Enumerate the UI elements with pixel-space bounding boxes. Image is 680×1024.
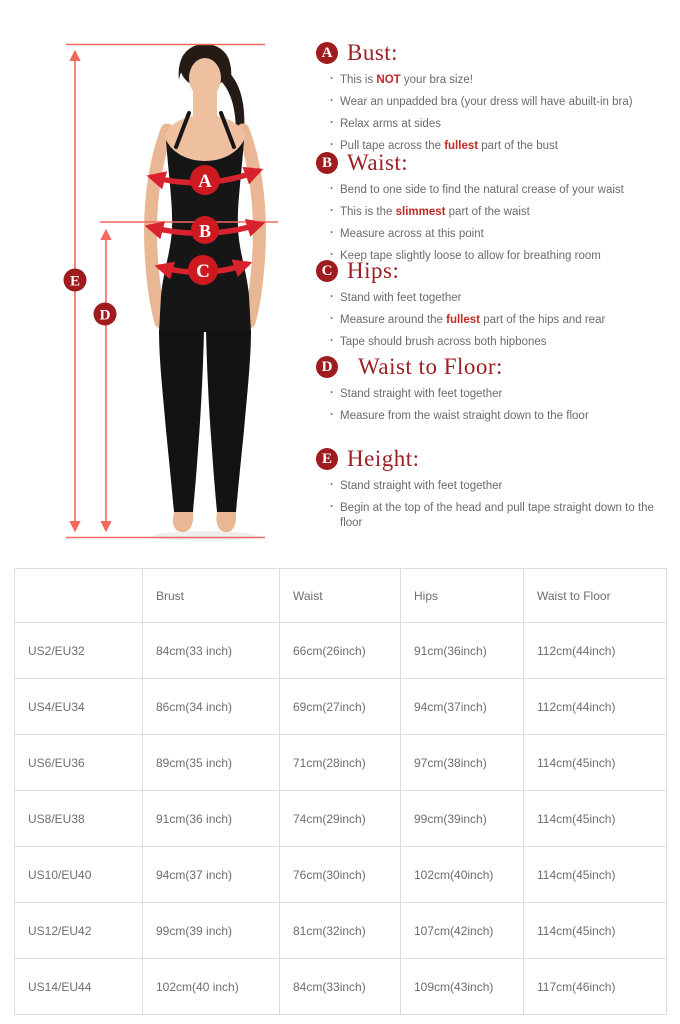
bullet-text: This is the	[340, 205, 396, 218]
col-header-waist-to-floor: Waist to Floor	[524, 569, 667, 623]
cell-waist: 81cm(32inch)	[280, 903, 401, 959]
cell-bust: 89cm(35 inch)	[143, 735, 280, 791]
bullet-item	[340, 501, 674, 531]
size-chart-table	[14, 568, 667, 1015]
cell-waist: 71cm(28inch)	[280, 735, 401, 791]
cell-waist-to-floor: 112cm(44inch)	[524, 623, 667, 679]
table-row	[15, 679, 667, 735]
cell-hips: 91cm(36inch)	[401, 623, 524, 679]
cell-size: US6/EU36	[15, 735, 143, 791]
section-hips-header	[316, 258, 674, 284]
table-row	[15, 791, 667, 847]
cell-size: US10/EU40	[15, 847, 143, 903]
cell-hips: 94cm(37inch)	[401, 679, 524, 735]
cell-waist-to-floor: 117cm(46inch)	[524, 959, 667, 1015]
model-measurement-diagram	[0, 0, 330, 560]
cell-size: US4/EU34	[15, 679, 143, 735]
cell-waist-to-floor: 114cm(45inch)	[524, 847, 667, 903]
waist-to-floor-bullet-list	[316, 387, 674, 424]
bullet-item	[340, 73, 674, 88]
bullet-item	[340, 205, 674, 220]
table-row	[15, 903, 667, 959]
section-hips	[316, 258, 674, 357]
floor-shadow	[153, 531, 257, 541]
cell-bust: 102cm(40 inch)	[143, 959, 280, 1015]
bullet-text: Wear an unpadded bra (your dress will have abuilt-in bra)	[340, 95, 633, 108]
col-header-size	[15, 569, 143, 623]
bullet-text: part of the waist	[445, 205, 530, 218]
model-figure	[151, 44, 260, 532]
table-row	[15, 959, 667, 1015]
cell-waist-to-floor: 114cm(45inch)	[524, 735, 667, 791]
cell-bust: 84cm(33 inch)	[143, 623, 280, 679]
cell-bust: 86cm(34 inch)	[143, 679, 280, 735]
bullet-text: Relax arms at sides	[340, 117, 441, 130]
col-header-waist: Waist	[280, 569, 401, 623]
bullet-item	[340, 117, 674, 132]
cell-hips: 97cm(38inch)	[401, 735, 524, 791]
bullet-item	[340, 409, 674, 424]
bullet-text: Begin at the top of the head and pull tape straight down to the floor	[340, 501, 654, 529]
waist-section-title: Waist:	[347, 150, 409, 175]
section-waist	[316, 150, 674, 271]
waist-bullet-list	[316, 183, 674, 264]
cell-waist-to-floor: 112cm(44inch)	[524, 679, 667, 735]
table-header-row	[15, 569, 667, 623]
bullet-text: part of the hips and rear	[480, 313, 606, 326]
bullet-item	[340, 313, 674, 328]
cell-hips: 109cm(43inch)	[401, 959, 524, 1015]
bullet-text: Tape should brush across both hipbones	[340, 335, 547, 348]
col-header-hips: Hips	[401, 569, 524, 623]
bullet-text: your bra size!	[400, 74, 473, 86]
section-bust-header	[316, 40, 674, 66]
bullet-item	[340, 183, 674, 198]
bullet-text: Measure from the waist straight down to the floor	[340, 409, 589, 422]
bullet-text: Stand straight with feet together	[340, 388, 503, 400]
cell-bust: 91cm(36 inch)	[143, 791, 280, 847]
section-height-header	[316, 446, 674, 472]
cell-bust: 99cm(39 inch)	[143, 903, 280, 959]
bullet-text: Measure across at this point	[340, 227, 484, 240]
bullet-highlight: NOT	[376, 74, 401, 86]
cell-waist: 74cm(29inch)	[280, 791, 401, 847]
hips-marker-letter: C	[196, 261, 210, 282]
section-bust	[316, 40, 674, 161]
bust-section-title: Bust:	[347, 40, 399, 65]
section-height	[316, 446, 674, 538]
waist-to-floor-section-badge: D	[316, 356, 338, 378]
cell-waist-to-floor: 114cm(45inch)	[524, 903, 667, 959]
height-marker-letter: E	[69, 273, 81, 290]
hips-bullet-list	[316, 291, 674, 350]
bust-section-badge: A	[316, 42, 338, 64]
cell-waist-to-floor: 114cm(45inch)	[524, 791, 667, 847]
height-section-badge: E	[316, 448, 338, 470]
bullet-text: This is	[340, 74, 377, 86]
section-waist-to-floor	[316, 354, 674, 431]
bullet-item	[340, 291, 674, 306]
bullet-text: Keep tape slightly loose to allow for breathing room	[340, 249, 601, 262]
height-section-title: Height:	[347, 446, 420, 471]
bullet-highlight: fullest	[446, 313, 480, 326]
waist-to-floor-section-title: Waist to Floor:	[358, 354, 503, 379]
bullet-text: Stand straight with feet together	[340, 480, 503, 492]
table-row	[15, 735, 667, 791]
bullet-item	[340, 479, 674, 494]
bust-bullet-list	[316, 73, 674, 154]
cell-size: US2/EU32	[15, 623, 143, 679]
cell-waist: 66cm(26inch)	[280, 623, 401, 679]
waist-marker-letter: B	[198, 221, 212, 241]
bullet-highlight: slimmest	[395, 205, 446, 218]
bullet-text: Measure around the	[340, 313, 447, 326]
section-waist-to-floor-header	[316, 354, 674, 380]
table-row	[15, 623, 667, 679]
cell-bust: 94cm(37 inch)	[143, 847, 280, 903]
cell-size: US8/EU38	[15, 791, 143, 847]
bullet-text: Stand with feet together	[340, 292, 462, 304]
bullet-item	[340, 227, 674, 242]
table-row	[15, 847, 667, 903]
bullet-text: Bend to one side to find the natural crease of your waist	[340, 184, 624, 196]
bullet-item	[340, 387, 674, 402]
bullet-item	[340, 335, 674, 350]
bullet-item	[340, 95, 674, 110]
cell-size: US12/EU42	[15, 903, 143, 959]
waist-to-floor-marker-letter: D	[99, 307, 111, 324]
bullet-text: Pull tape across the	[340, 139, 445, 152]
waist-section-badge: B	[316, 152, 338, 174]
cell-size: US14/EU44	[15, 959, 143, 1015]
cell-waist: 69cm(27inch)	[280, 679, 401, 735]
bullet-highlight: fullest	[444, 139, 479, 152]
hips-section-title: Hips:	[347, 258, 400, 283]
hips-section-badge: C	[316, 260, 338, 282]
cell-waist: 76cm(30inch)	[280, 847, 401, 903]
cell-hips: 99cm(39inch)	[401, 791, 524, 847]
height-bullet-list	[316, 479, 674, 531]
cell-hips: 107cm(42inch)	[401, 903, 524, 959]
col-header-bust: Brust	[143, 569, 280, 623]
bust-marker-letter: A	[198, 171, 212, 192]
cell-hips: 102cm(40inch)	[401, 847, 524, 903]
cell-waist: 84cm(33inch)	[280, 959, 401, 1015]
section-waist-header	[316, 150, 674, 176]
bullet-text: part of the bust	[478, 139, 558, 152]
